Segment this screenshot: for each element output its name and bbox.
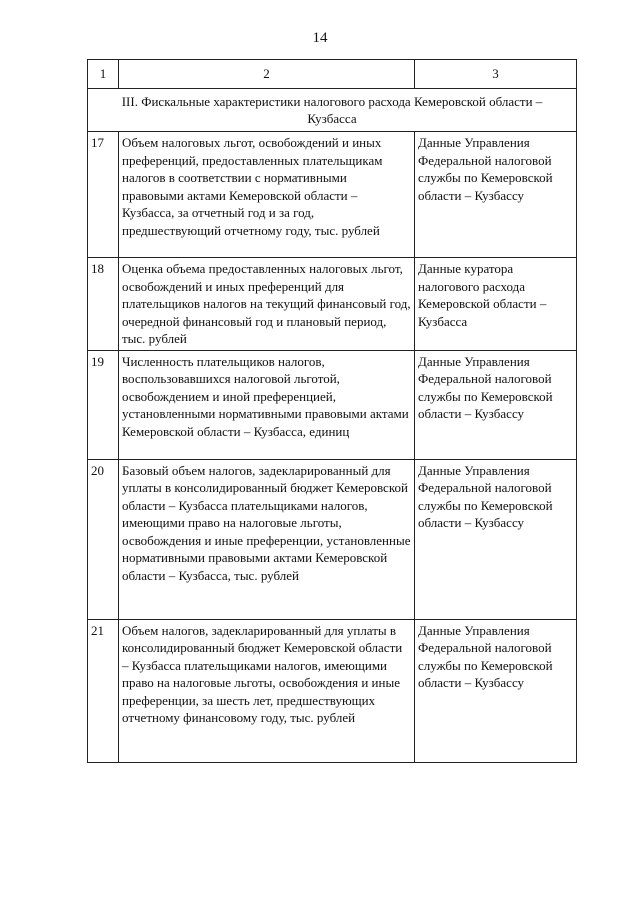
row-description: Объем налоговых льгот, освобождений и иных преференций, предоставленных плательщикам налогов в соответствии с нормативными правовыми актами Кемеровской области – Кузбасса, за отчетный год и за год, предшествующий отчетному году, тыс. рублей [119, 132, 415, 258]
page-number: 14 [312, 30, 328, 46]
table-row [88, 619, 577, 762]
row-description: Базовый объем налогов, задекларированный для уплаты в консолидированный бюджет Кемеровской области – Кузбасса плательщиками налогов, имеющими право на налоговые льготы, освобождения и иные преференции, установленные нормативными правовыми актами Кемеровской области – Кузбасса, тыс. рублей [119, 459, 415, 619]
row-number: 20 [88, 459, 119, 619]
row-source: Данные Управления Федеральной налоговой службы по Кемеровской области – Кузбассу [415, 132, 577, 258]
table-row [88, 132, 577, 258]
row-description: Численность плательщиков налогов, воспользовавшихся налоговой льготой, освобождением и иной преференцией, установленными нормативными правовыми актами Кемеровской области – Кузбасса, единиц [119, 350, 415, 459]
section-title: III. Фискальные характеристики налогового расхода Кемеровской области – Кузбасса [88, 89, 577, 132]
header-cell-1: 1 [88, 60, 119, 89]
table-header-row [88, 60, 577, 89]
table-row [88, 258, 577, 351]
row-number: 18 [88, 258, 119, 351]
row-source: Данные Управления Федеральной налоговой службы по Кемеровской области – Кузбассу [415, 459, 577, 619]
row-source: Данные куратора налогового расхода Кемеровской области – Кузбасса [415, 258, 577, 351]
row-description: Объем налогов, задекларированный для уплаты в консолидированный бюджет Кемеровской области – Кузбасса плательщиками налогов, имеющими право на налоговые льготы, освобождения и иные преференции, за шесть лет, предшествующих отчетному финансовому году, тыс. рублей [119, 619, 415, 762]
header-cell-3: 3 [415, 60, 577, 89]
section-row [88, 89, 577, 132]
row-source: Данные Управления Федеральной налоговой службы по Кемеровской области – Кузбассу [415, 619, 577, 762]
row-description: Оценка объема предоставленных налоговых льгот, освобождений и иных преференций для плательщиков налогов на текущий финансовый год, очередной финансовый год и плановый период, тыс. рублей [119, 258, 415, 351]
table-row [88, 459, 577, 619]
row-number: 21 [88, 619, 119, 762]
row-number: 17 [88, 132, 119, 258]
table-row [88, 350, 577, 459]
header-cell-2: 2 [119, 60, 415, 89]
row-number: 19 [88, 350, 119, 459]
tax-expenditure-table [87, 59, 577, 763]
row-source: Данные Управления Федеральной налоговой службы по Кемеровской области – Кузбассу [415, 350, 577, 459]
